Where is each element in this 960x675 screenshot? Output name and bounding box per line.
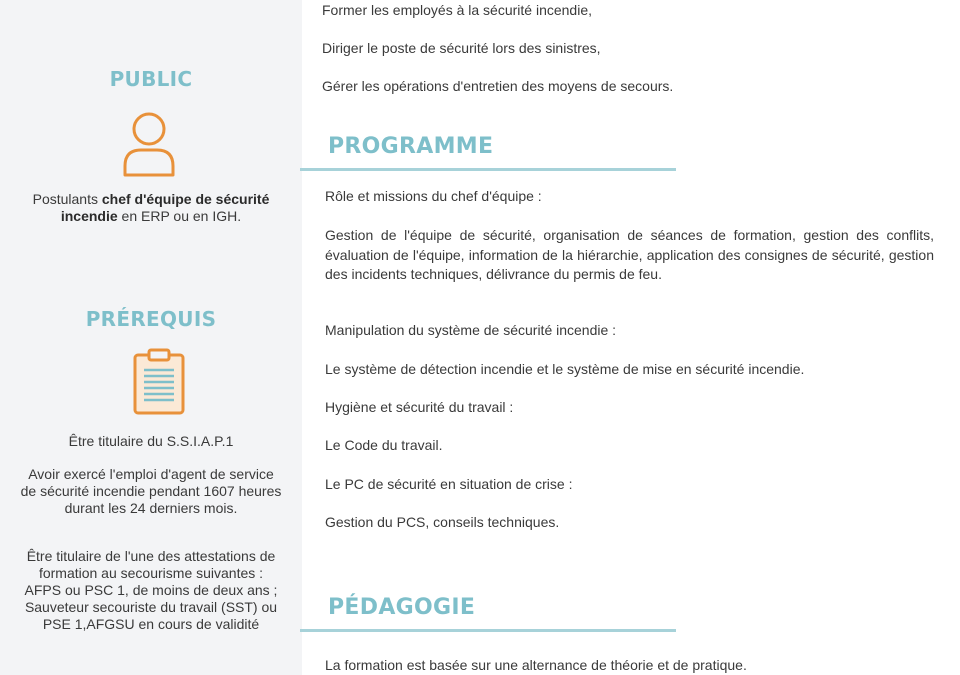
pedagogie-paragraph-1: La formation est basée sur une alternance de théorie et de pratique. <box>325 657 747 673</box>
prerequis-item-3: Être titulaire de l'une des attestations de formation au secourisme suivantes : AFPS ou PSC 1, de moins de deux ans ; Sauveteur secouriste du travail (SST) ou PSE 1,AFGSU en cours de validité <box>24 548 278 632</box>
programme-paragraph-5: Hygiène et sécurité du travail : <box>325 399 514 415</box>
prerequis-heading: PRÉREQUIS <box>85 307 217 331</box>
clipboard-icon <box>132 348 186 416</box>
prerequis-item-1: Être titulaire du S.S.I.A.P.1 <box>68 433 234 449</box>
prerequis-item-2: Avoir exercé l'emploi d'agent de service de sécurité incendie pendant 1607 heures durant les 24 derniers mois. <box>20 466 282 516</box>
objective-item-3: Gérer les opérations d'entretien des moyens de secours. <box>322 78 674 94</box>
public-text-post: en ERP ou en IGH. <box>117 208 242 224</box>
pedagogie-heading: PÉDAGOGIE <box>328 595 476 620</box>
programme-underline <box>300 168 676 171</box>
public-text-pre: Postulants <box>32 191 102 207</box>
public-text-bold: chef d'équipe de sécurité incendie <box>60 191 270 224</box>
programme-paragraph-2: Gestion de l'équipe de sécurité, organisation de séances de formation, gestion des conflits, évaluation de l'équipe, information de la hiérarchie, application des consignes de sécurité, gestion des incidents techniques, délivrance du permis de feu. <box>325 227 934 282</box>
sidebar <box>0 0 302 675</box>
objective-item-2: Diriger le poste de sécurité lors des sinistres, <box>322 40 601 56</box>
pedagogie-underline <box>300 629 676 632</box>
programme-paragraph-8: Gestion du PCS, conseils techniques. <box>325 514 560 530</box>
person-icon <box>122 110 176 178</box>
objective-item-1: Former les employés à la sécurité incendie, <box>322 2 593 18</box>
public-heading: PUBLIC <box>109 67 193 91</box>
programme-paragraph-3: Manipulation du système de sécurité incendie : <box>325 322 617 338</box>
programme-heading: PROGRAMME <box>328 134 494 159</box>
programme-paragraph-7: Le PC de sécurité en situation de crise : <box>325 476 573 492</box>
programme-paragraph-4: Le système de détection incendie et le système de mise en sécurité incendie. <box>325 361 805 377</box>
programme-paragraph-6: Le Code du travail. <box>325 437 443 453</box>
programme-paragraph-1: Rôle et missions du chef d'équipe : <box>325 188 542 204</box>
public-description <box>20 191 282 225</box>
